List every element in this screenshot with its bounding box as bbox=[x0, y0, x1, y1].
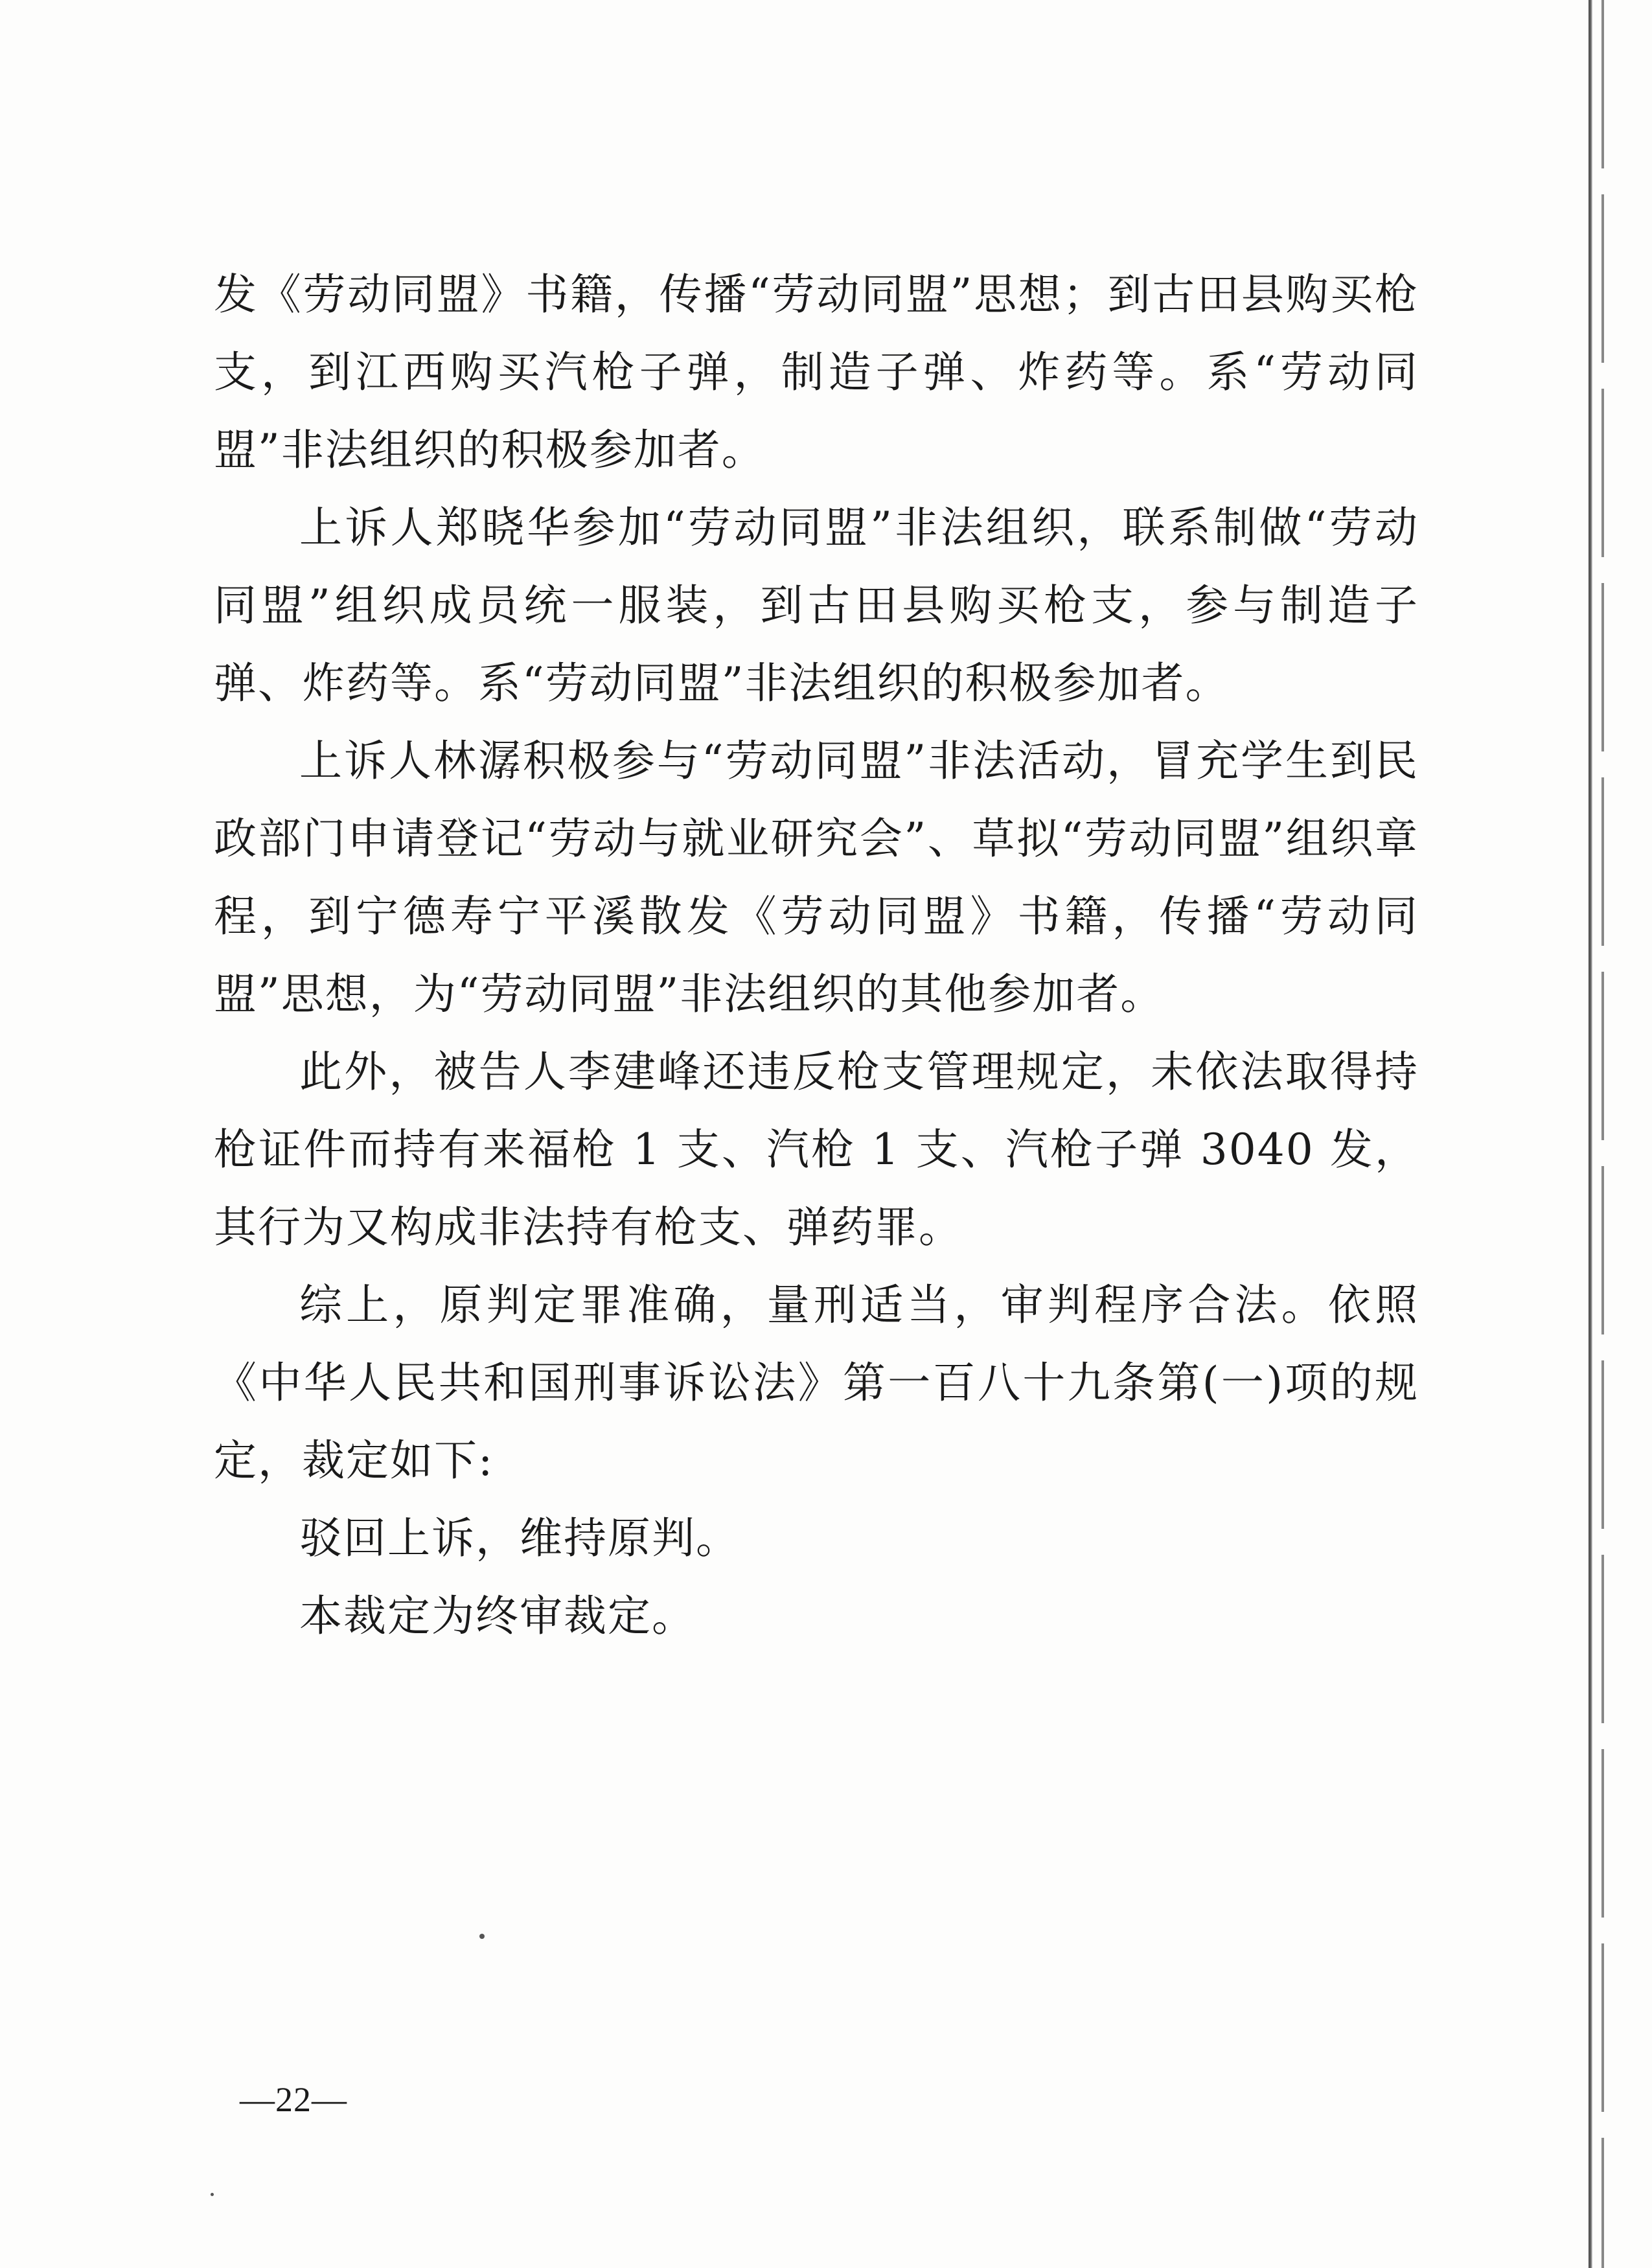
document-body bbox=[214, 256, 1419, 1655]
paragraph-lin-chan: 上诉人林潺积极参与“劳动同盟”非法活动，冒充学生到民政部门申请登记“劳动与就业研究会”、草拟“劳动同盟”组织章程，到宁德寿宁平溪散发《劳动同盟》书籍，传播“劳动同盟”思想，为“劳动同盟”非法组织的其他参加者。 bbox=[214, 736, 1419, 1019]
scan-speck bbox=[479, 1934, 485, 1939]
paragraph-li-jianfeng: 此外，被告人李建峰还违反枪支管理规定，未依法取得持枪证件而持有来福枪 1 支、汽枪 1 支、汽枪子弹 3040 发，其行为又构成非法持有枪支、弹药罪。 bbox=[214, 1047, 1419, 1252]
scan-edge-shadow bbox=[1589, 0, 1592, 2268]
paragraph-zheng-xiaohua: 上诉人郑晓华参加“劳动同盟”非法组织，联系制做“劳动同盟”组织成员统一服装，到古田县购买枪支，参与制造子弹、炸药等。系“劳动同盟”非法组织的积极参加者。 bbox=[214, 503, 1419, 708]
paragraph-continuation: 发《劳动同盟》书籍，传播“劳动同盟”思想；到古田县购买枪支，到江西购买汽枪子弹，制造子弹、炸药等。系“劳动同盟”非法组织的积极参加者。 bbox=[214, 269, 1419, 475]
page-number: —22— bbox=[240, 2080, 347, 2119]
paragraph-final: 本裁定为终审裁定。 bbox=[299, 1591, 696, 1641]
paragraph-conclusion: 综上，原判定罪准确，量刑适当，审判程序合法。依照《中华人民共和国刑事诉讼法》第一百八十九条第(一)项的规定，裁定如下: bbox=[214, 1280, 1419, 1485]
scan-edge-marks bbox=[1601, 0, 1604, 2268]
scan-speck bbox=[211, 2193, 214, 2196]
paragraph-ruling: 驳回上诉，维持原判。 bbox=[299, 1513, 740, 1563]
